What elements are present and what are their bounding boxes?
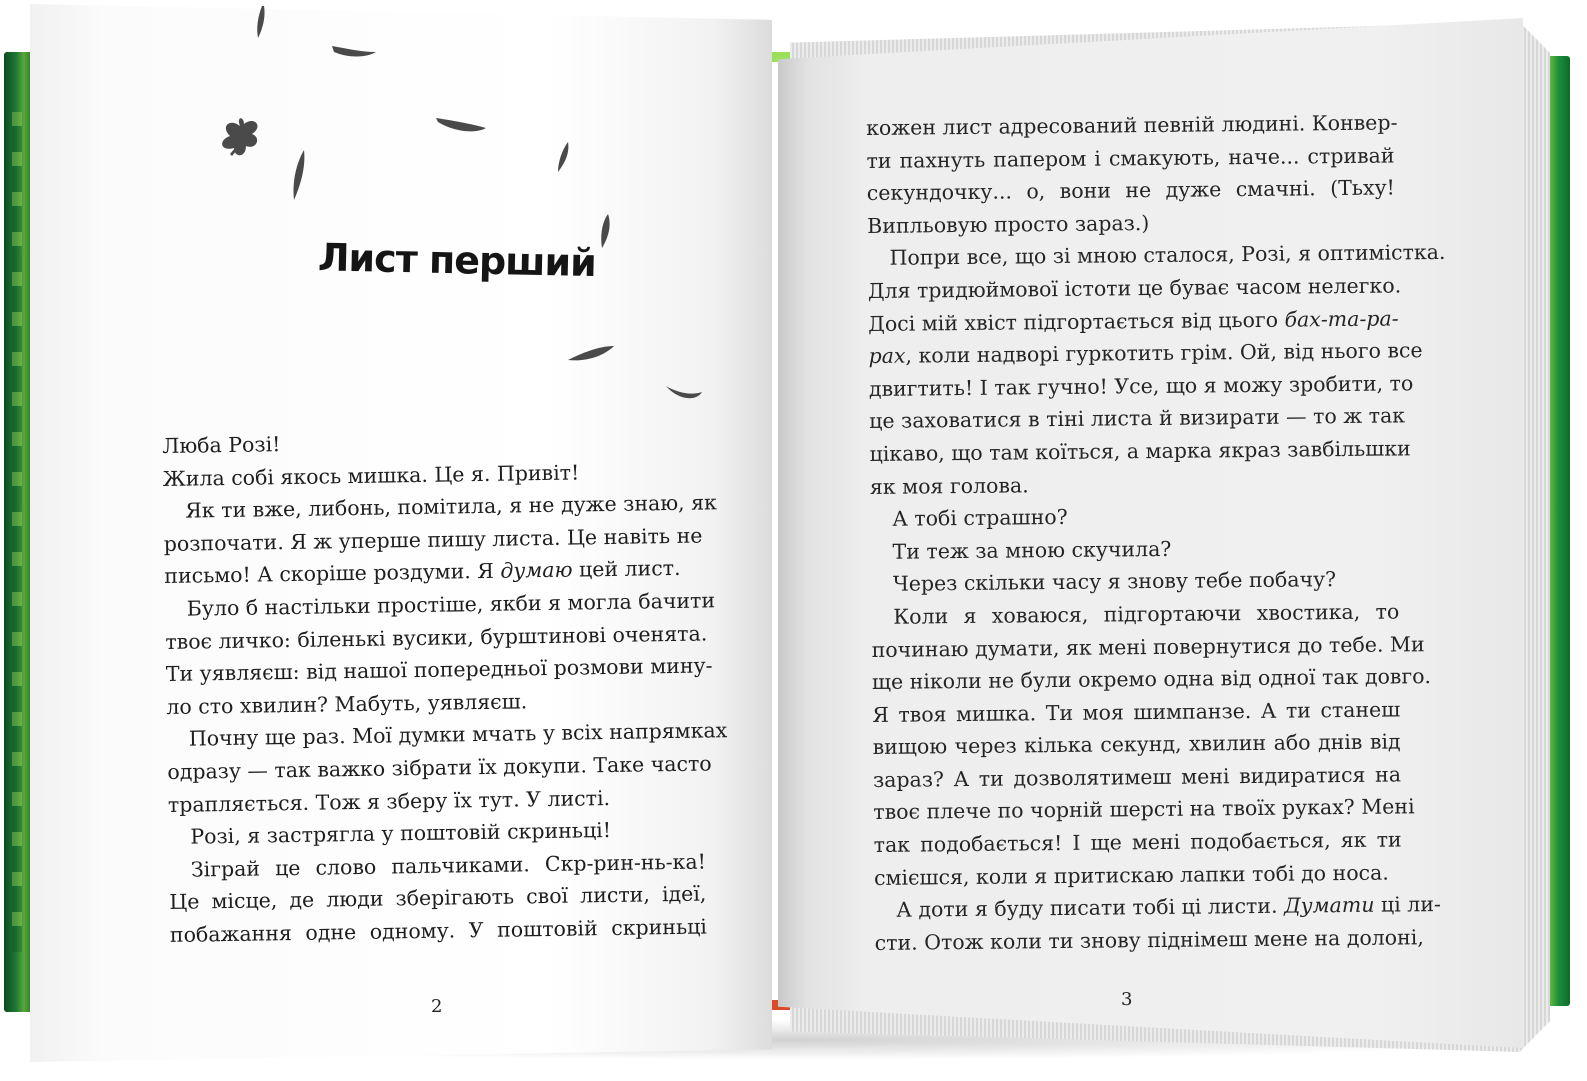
right_page-line: починаю думати, як мені повернутися до тебе. Ми	[871, 631, 1425, 662]
left_page-line: Було б настільки простіше, якби я могла бачити	[186, 588, 716, 621]
feather-7	[568, 346, 614, 360]
right_page-line: Для тридюймової істоти це буває часом нелегко.	[867, 273, 1402, 303]
right_page-line: так подобається! І ще мені подобається, як ти	[873, 827, 1402, 858]
left_page-line: Ти уявляєш: від нашої попередньої розмови мину-	[165, 653, 713, 687]
page-number-right: 3	[1121, 989, 1133, 1010]
left_page-line: Жила собі якось мишка. Це я. Привіт!	[162, 460, 580, 491]
left_page-line: побажання одне одному. У поштовій скриньці	[169, 914, 708, 947]
right_page-line: Попри все, що зі мною сталося, Розі, я оптимістка.	[889, 240, 1446, 271]
left_page-line: трапляється. Тож я зберу їх тут. У листі.	[167, 785, 611, 817]
leaf-clover	[222, 118, 257, 156]
right_page-line: це заховатися в тіні листа й визирати — то ж так	[869, 403, 1406, 434]
left_page-line: письмо! А скоріше роздуми. Я думаю цей лист.	[164, 556, 681, 589]
right_page-line: ти пахнуть папером і смакують, наче... стривай	[866, 143, 1395, 173]
right_page-line: Коли я ховаюся, підгортаючи хвостика, то	[893, 599, 1400, 629]
right_page-line: секундочку... о, вони не дуже смачні. (Тьху!	[866, 175, 1395, 206]
page-number-left: 2	[431, 996, 443, 1017]
right_page-line: А доти я буду писати тобі ці листи. Думати ці ли-	[896, 892, 1441, 922]
right_page-line: Я твоя мишка. Ти моя шимпанзе. А ти станеш	[872, 697, 1401, 727]
right_page-line: цікаво, що там коїться, а марка якраз завбільшки	[869, 436, 1411, 466]
left_page-line: Як ти вже, либонь, помітила, я не дуже знаю, як	[185, 490, 718, 523]
feather-5	[558, 142, 568, 172]
left_page-line: Зіграй це слово пальчиками. Скр-рин-нь-ка!	[190, 849, 707, 882]
right_page-line: А тобі страшно?	[892, 505, 1068, 531]
chapter-title: Лист перший	[317, 235, 597, 286]
right_page-line: як моя голова.	[869, 472, 1029, 499]
right_page-line: Випльовую просто зараз.)	[867, 210, 1150, 238]
right_page-line: сти. Отож коли ти знову піднімеш мене на долоні,	[874, 925, 1424, 955]
right_page-line: рах, коли надворі гуркотить грім. Ой, від нього все	[868, 338, 1423, 369]
feathers-illustration	[200, 0, 720, 420]
right_page-line: Досі мій хвіст підгортається від цього бах-та-ра-	[868, 305, 1399, 336]
left_page-line: Почну ще раз. Мої думки мчать у всіх напрямках	[188, 718, 728, 751]
feather-4	[293, 150, 304, 200]
feather-8	[666, 386, 702, 398]
feather-2	[332, 46, 376, 57]
left_page-line: Це місце, де люди зберігають свої листи, ідеї,	[169, 881, 707, 915]
right_page-line: двигтить! І так гучно! Усе, що я можу зробити, то	[868, 371, 1414, 401]
feather-group	[222, 6, 702, 398]
right_page-line: вищою через кілька секунд, хвилин або днів від	[872, 729, 1401, 760]
feather-6	[601, 214, 609, 248]
feather-1	[257, 6, 264, 38]
left_page-line: ло сто хвилин? Мабуть, уявляєш.	[166, 689, 528, 719]
left_page-line: твоє личко: біленькі вусики, бурштинові оченята.	[165, 621, 708, 654]
left-page-text	[162, 422, 728, 952]
right-page-text	[866, 106, 1446, 959]
right_page-line: смієшся, коли я притискаю лапки тобі до носа.	[873, 860, 1389, 890]
right_page-line: твоє плече по чорній шерсті на твоїх руках? Мені	[873, 794, 1415, 825]
right_page-line: Через скільки часу я знову тебе побачу?	[892, 567, 1337, 597]
right_page-line: зараз? А ти дозволятимеш мені видиратися на	[872, 762, 1402, 792]
left_page-line: Розі, я застрягла у поштовій скриньці!	[190, 818, 612, 849]
right_page-line: Ти теж за мною скучила?	[892, 536, 1172, 564]
feather-3	[436, 118, 486, 131]
right_page-line: кожен лист адресований певній людині. Конвер-	[866, 110, 1398, 140]
left_page-line: Люба Розі!	[162, 432, 281, 458]
right_page-line: ще ніколи не були окремо одна від одної так довго.	[871, 664, 1432, 695]
left_page-line: розпочати. Я ж уперше пишу листа. Це навіть не	[163, 523, 703, 556]
left_page-line: одразу — так важко зібрати їх докупи. Таке часто	[167, 751, 712, 784]
